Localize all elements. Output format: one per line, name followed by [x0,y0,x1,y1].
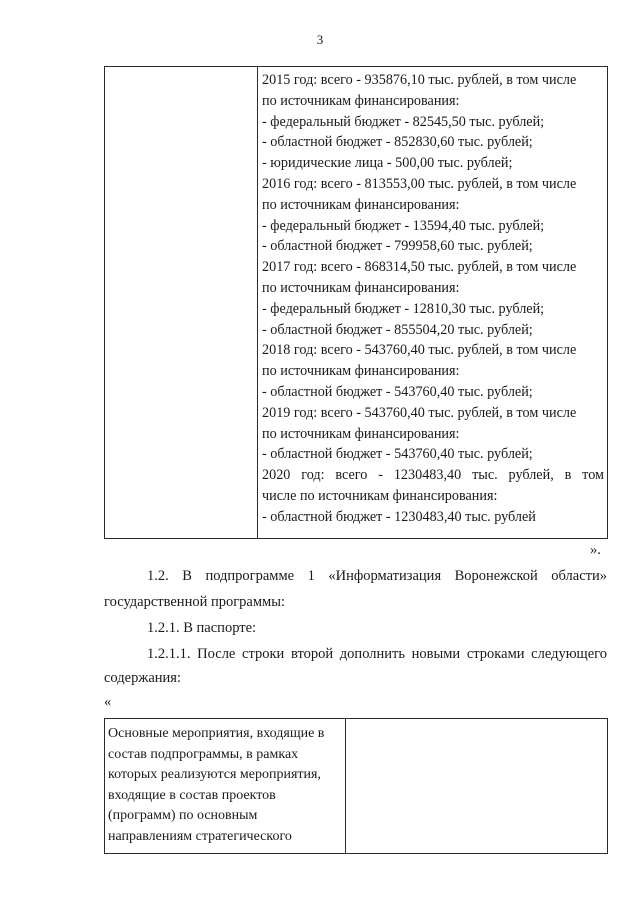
activities-line: направлениям стратегического [108,828,292,844]
financing-cell [262,70,604,528]
financing-line: - федеральный бюджет - 12810,30 тыс. рублей; [262,300,545,317]
closing-quote: ». [590,542,601,558]
financing-line: - областной бюджет - 799958,60 тыс. рублей; [262,238,533,255]
activities-line: входящие в состав проектов [108,787,276,803]
financing-line: по источникам финансирования: [262,92,460,109]
activities-table [104,718,608,854]
opening-quote: « [104,694,112,710]
financing-line: по источникам финансирования: [262,425,460,442]
financing-line: - юридические лица - 500,00 тыс. рублей; [262,155,513,172]
financing-line: - областной бюджет - 852830,60 тыс. рублей; [262,134,533,151]
financing-table [104,66,608,539]
paragraph-1-2-line2: государственной программы: [104,594,285,610]
paragraph-1-2-1-1-line2: содержания: [104,670,182,686]
financing-line: - федеральный бюджет - 82545,50 тыс. рублей; [262,113,545,130]
financing-line: - федеральный бюджет - 13594,40 тыс. рублей; [262,217,545,234]
paragraph-1-2-1: 1.2.1. В паспорте: [147,620,257,636]
activities-line: состав подпрограммы, в рамках [108,746,299,762]
financing-line: - областной бюджет - 543760,40 тыс. рублей; [262,446,533,463]
financing-line: по источникам финансирования: [262,279,460,296]
financing-line: по источникам финансирования: [262,363,460,380]
activities-label-cell [108,724,342,847]
financing-line: 2017 год: всего - 868314,50 тыс. рублей, в том числе [262,259,577,276]
table-column-divider [257,67,258,538]
financing-line: 2018 год: всего - 543760,40 тыс. рублей, в том числе [262,342,577,359]
financing-line: числе по источникам финансирования: [262,487,498,504]
financing-line: 2019 год: всего - 543760,40 тыс. рублей, в том числе [262,404,577,421]
financing-line: по источникам финансирования: [262,196,460,213]
paragraph-1-2-1-1-line1: 1.2.1.1. После строки второй дополнить новыми строками следующего [147,646,607,662]
activities-line: которых реализуются мероприятия, [108,767,321,782]
financing-line: - областной бюджет - 1230483,40 тыс. рублей [262,508,536,525]
table-bottom-border [105,853,607,854]
financing-line: - областной бюджет - 543760,40 тыс. рублей; [262,383,533,400]
financing-line: 2015 год: всего - 935876,10 тыс. рублей, в том числе [262,72,577,88]
page-number: 3 [316,32,324,47]
financing-line: 2016 год: всего - 813553,00 тыс. рублей, в том числе [262,175,577,192]
activities-line: Основные мероприятия, входящие в [108,726,325,741]
paragraph-1-2-line1: 1.2. В подпрограмме 1 «Информатизация Воронежской области» [147,568,607,584]
activities-line: (программ) по основным [108,808,258,823]
financing-line: - областной бюджет - 855504,20 тыс. рублей; [262,321,533,338]
financing-line: 2020 год: всего - 1230483,40 тыс. рублей, в том [262,467,604,484]
table-column-divider [345,719,346,854]
